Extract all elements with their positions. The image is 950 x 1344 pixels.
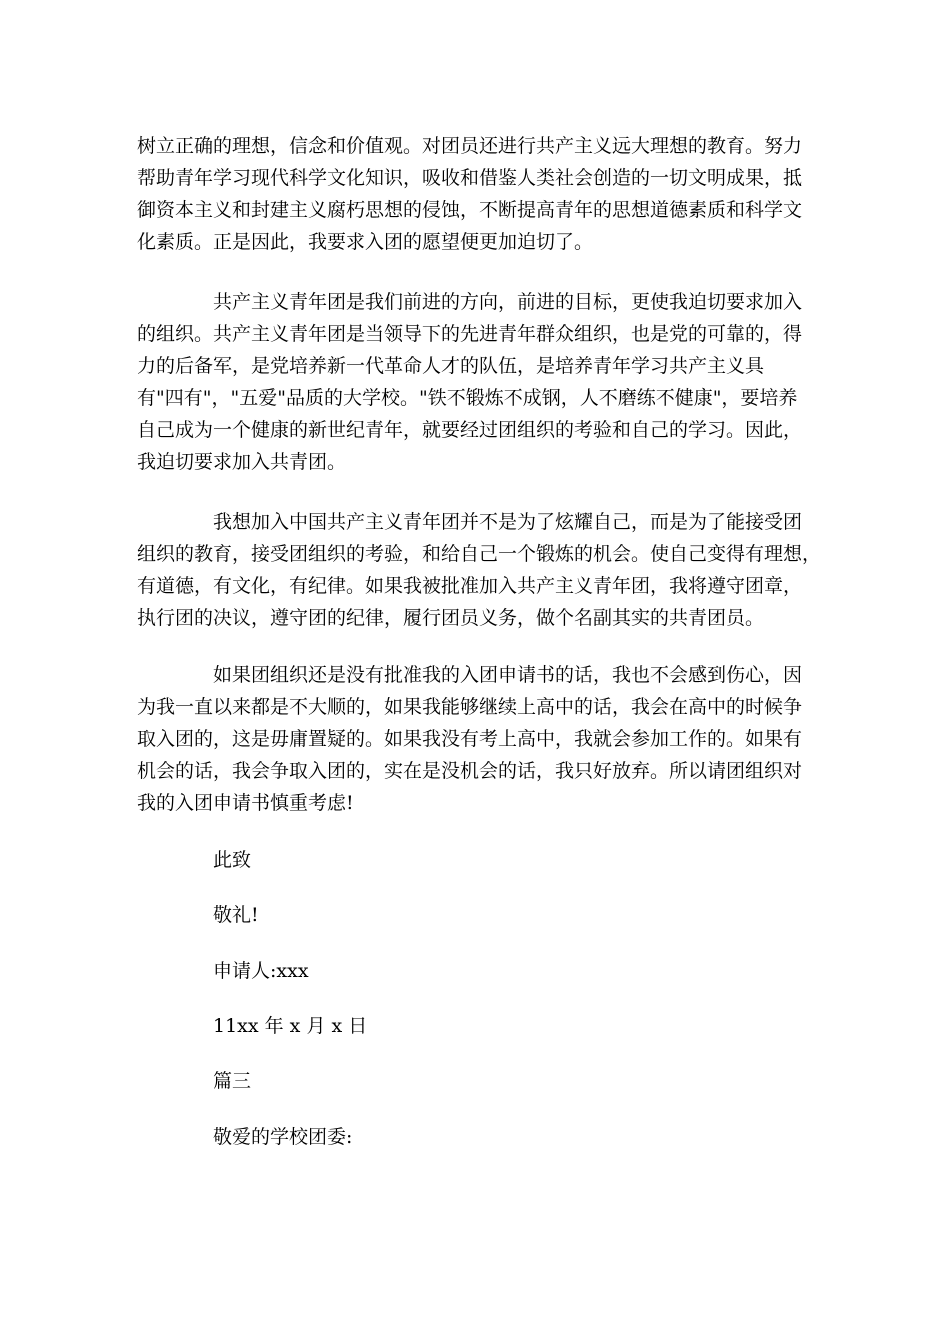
salutation-text: 此致	[213, 849, 252, 871]
paragraph-line: 我的入团申请书慎重考虑!	[137, 792, 354, 814]
paragraph-line: 执行团的决议，遵守团的纪律，履行团员义务，做个名副其实的共青团员。	[137, 607, 765, 629]
paragraph-line: 帮助青年学习现代科学文化知识，吸收和借鉴人类社会创造的一切文明成果，抵	[137, 167, 803, 189]
paragraph-line: 御资本主义和封建主义腐朽思想的侵蚀，不断提高青年的思想道德素质和科学文	[137, 199, 803, 221]
paragraph-line: 的组织。共产主义青年团是当领导下的先进青年群众组织，也是党的可靠的，得	[137, 323, 803, 345]
paragraph-2	[137, 286, 813, 478]
greeting-text: 敬爱的学校团委:	[213, 1126, 353, 1148]
applicant-signature: 申请人:xxx	[213, 960, 309, 982]
paragraph-line: 共产主义青年团是我们前进的方向，前进的目标，更使我迫切要求加入	[213, 291, 803, 313]
paragraph-4	[137, 659, 813, 819]
paragraph-line: 我想加入中国共产主义青年团并不是为了炫耀自己，而是为了能接受团	[213, 511, 803, 533]
paragraph-3	[137, 506, 822, 634]
paragraph-line: 自己成为一个健康的新世纪青年，就要经过团组织的考验和自己的学习。因此，	[137, 419, 803, 441]
respect-text: 敬礼!	[213, 904, 259, 926]
paragraph-line: 组织的教育，接受团组织的考验，和给自己一个锻炼的机会。使自己变得有理想，	[137, 543, 822, 565]
paragraph-line: 为我一直以来都是不大顺的，如果我能够继续上高中的话，我会在高中的时候争	[137, 696, 803, 718]
paragraph-line: 我迫切要求加入共青团。	[137, 451, 347, 473]
paragraph-line: 树立正确的理想，信念和价值观。对团员还进行共产主义远大理想的教育。努力	[137, 135, 803, 157]
date-text: 11xx 年 x 月 x 日	[213, 1015, 368, 1037]
paragraph-line: 有"四有"，"五爱"品质的大学校。"铁不锻炼不成钢，人不磨练不健康"，要培养	[137, 387, 798, 409]
paragraph-line: 如果团组织还是没有批准我的入团申请书的话，我也不会感到伤心，因	[213, 664, 803, 686]
paragraph-line: 机会的话，我会争取入团的，实在是没机会的话，我只好放弃。所以请团组织对	[137, 760, 803, 782]
paragraph-line: 取入团的，这是毋庸置疑的。如果我没有考上高中，我就会参加工作的。如果有	[137, 728, 803, 750]
paragraph-line: 有道德，有文化，有纪律。如果我被批准加入共产主义青年团，我将遵守团章，	[137, 575, 803, 597]
paragraph-line: 化素质。正是因此，我要求入团的愿望便更加迫切了。	[137, 231, 594, 253]
paragraph-line: 力的后备军，是党培养新一代革命人才的队伍，是培养青年学习共产主义具	[137, 355, 765, 377]
paragraph-1	[137, 130, 813, 258]
section-heading: 篇三	[213, 1070, 252, 1092]
